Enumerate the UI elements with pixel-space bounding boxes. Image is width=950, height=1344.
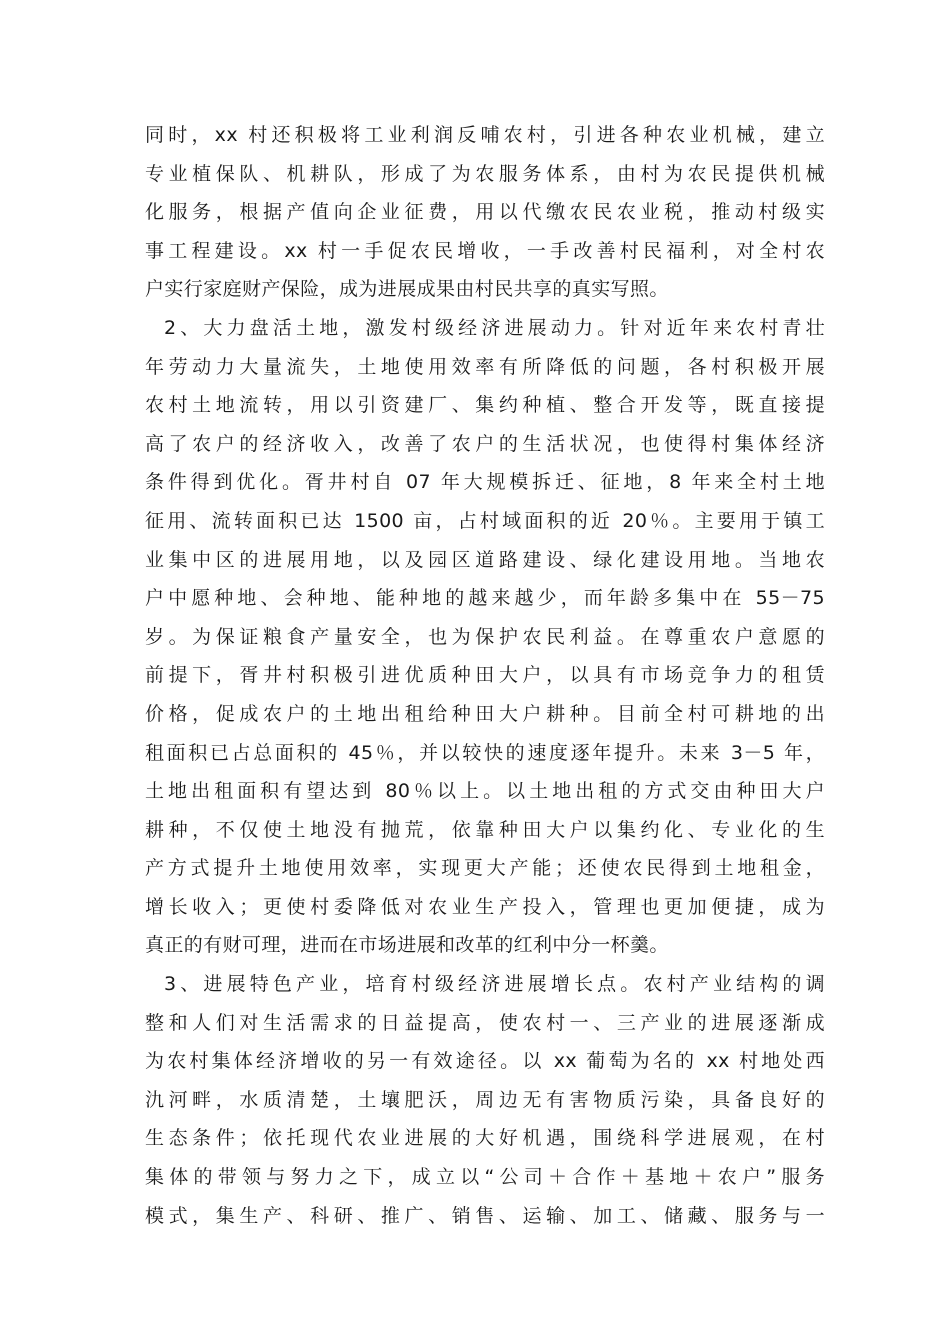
document-body [145,116,825,1235]
text-line: 同时，xx 村还积极将工业利润反哺农村，引进各种农业机械，建立 [145,124,825,146]
text-line: 整和人们对生活需求的日益提高，使农村一、三产业的进展逐渐成 [145,1011,825,1034]
text-line: 增长收入；更使村委降低对农业生产投入，管理也更加便捷，成为 [145,895,825,918]
text-line: 前提下，胥井村积极引进优质种田大户，以具有市场竞争力的租赁 [145,664,825,687]
paragraph-3-first-line: 3、进展特色产业，培育村级经济进展增长点。农村产业结构的调 [164,973,825,996]
text-line: 业集中区的进展用地，以及园区道路建设、绿化建设用地。当地农 [145,548,825,571]
text-line: 产方式提升土地使用效率，实现更大产能；还使农民得到土地租金， [145,857,825,880]
paragraph-2-first-line: 2、大力盘活土地，激发村级经济进展动力。针对近年来农村青壮 [164,316,825,339]
text-line: 户中愿种地、会种地、能种地的越来越少，而年龄多集中在 55－75 [145,587,825,610]
text-line: 征用、流转面积已达 1500 亩，占村域面积的近 20％。主要用于镇工 [145,509,825,532]
text-line: 氿河畔，水质清楚，土壤肥沃，周边无有害物质污染，具备良好的 [145,1088,825,1111]
text-line: 年劳动力大量流失，土地使用效率有所降低的问题，各村积极开展 [145,355,825,378]
text-line: 化服务，根据产值向企业征费，用以代缴农民农业税，推动村级实 [145,201,825,224]
text-line: 户实行家庭财产保险，成为进展成果由村民共享的真实写照。 [145,278,669,301]
text-line: 真正的有财可理，进而在市场进展和改革的红利中分一杯羹。 [145,934,669,957]
text-line: 集体的带领与努力之下，成立以“公司＋合作＋基地＋农户”服务 [145,1166,825,1189]
text-line: 生态条件；依托现代农业进展的大好机遇，围绕科学进展观，在村 [145,1127,825,1150]
text-line: 价格，促成农户的土地出租给种田大户耕种。目前全村可耕地的出 [145,702,825,725]
text-line: 事工程建设。xx 村一手促农民增收，一手改善村民福利，对全村农 [145,239,825,262]
text-line: 租面积已占总面积的 45％，并以较快的速度逐年提升。未来 3－5 年， [145,741,825,764]
text-line: 条件得到优化。胥井村自 07 年大规模拆迁、征地，8 年来全村土地 [145,471,825,494]
text-line: 模式，集生产、科研、推广、销售、运输、加工、储藏、服务与一 [145,1204,825,1227]
text-line: 土地出租面积有望达到 80％以上。以土地出租的方式交由种田大户 [145,780,825,803]
text-line: 农村土地流转，用以引资建厂、集约种植、整合开发等，既直接提 [145,394,825,417]
text-line: 耕种，不仅使土地没有抛荒，依靠种田大户以集约化、专业化的生 [145,818,825,841]
text-line: 专业植保队、机耕队，形成了为农服务体系，由村为农民提供机械 [145,162,825,185]
text-line: 高了农户的经济收入，改善了农户的生活状况，也使得村集体经济 [145,432,825,455]
text-line: 岁。为保证粮食产量安全，也为保护农民利益。在尊重农户意愿的 [145,625,825,648]
text-line: 为农村集体经济增收的另一有效途径。以 xx 葡萄为名的 xx 村地处西 [145,1050,825,1073]
